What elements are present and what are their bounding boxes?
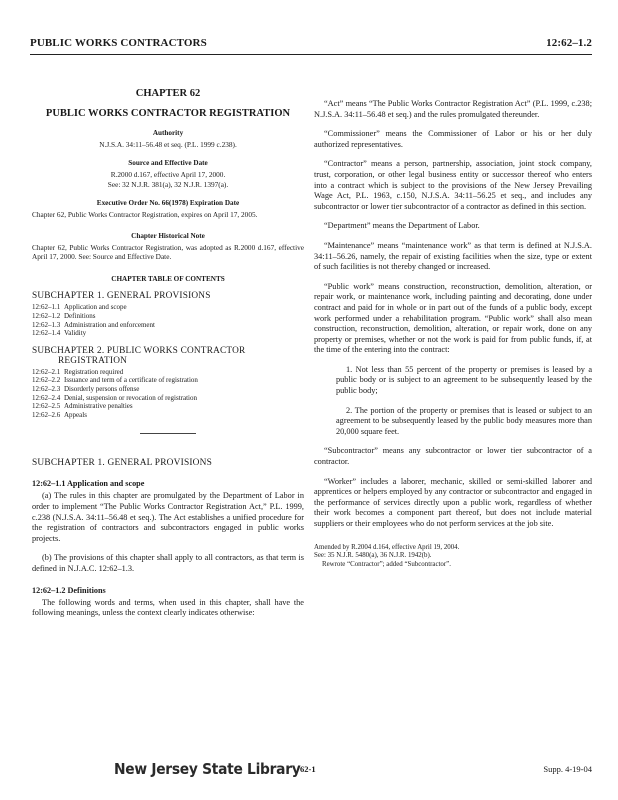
source-line: R.2000 d.167, effective April 17, 2000. — [110, 170, 226, 180]
library-watermark: New Jersey State Library — [114, 760, 301, 778]
definition-subcontractor: “Subcontractor” means any subcontractor or lower tier subcontractor of a contractor. — [314, 446, 592, 467]
list-item: 2. The portion of the property or premises that is leased or subject to an agreement to be subsequently leased by the public body measures more than 20,000 square feet. — [336, 405, 592, 436]
definition-maintenance: “Maintenance” means “maintenance work” as that term is defined at N.J.S.A. 34:11–56.26, namely, the repair of existing facilities when the size, type or extent of such facilities is not thereby changed or increased. — [314, 240, 592, 272]
paragraph-b: (b) The provisions of this chapter shall apply to all contractors, as that term is defined in N.J.A.C. 12:62–1.3. — [32, 553, 304, 573]
source-heading: Source and Effective Date — [128, 159, 208, 168]
page-footer — [0, 760, 618, 780]
chapter-number: CHAPTER 62 — [135, 88, 201, 99]
section-divider — [140, 433, 196, 434]
toc-subchapter-2: SUBCHAPTER 2. PUBLIC WORKS CONTRACTOR — [32, 345, 246, 356]
toc-subchapter-1: SUBCHAPTER 1. GENERAL PROVISIONS — [32, 291, 211, 302]
supplement-date: Supp. 4-19-04 — [543, 764, 592, 774]
history-heading: Chapter Historical Note — [131, 231, 205, 240]
authority-heading: Authority — [152, 129, 184, 137]
definitions-intro: The following words and terms, when used in this chapter, shall have the following meanings, unless the context clearly indicates otherwise: — [32, 597, 304, 618]
toc-entry[interactable]: 12:62–1.1 Application and scope — [32, 303, 127, 312]
toc-heading: CHAPTER TABLE OF CONTENTS — [111, 275, 225, 284]
amendment-line: Amended by R.2004 d.164, effective April 19, 2004. — [314, 543, 460, 551]
list-item: 1. Not less than 55 percent of the property or premises is leased by a public body or is subject to an agreement to be subsequently leased by the public body; — [336, 364, 592, 396]
toc-entry[interactable]: 12:62–2.1 Registration required — [32, 367, 124, 376]
toc-entry[interactable]: 12:62–2.2 Issuance and term of a certificate of registration — [32, 376, 198, 385]
amendment-note — [314, 544, 592, 570]
toc-entry[interactable]: 12:62–2.3 Disorderly persons offense — [32, 385, 140, 393]
paragraph-a: (a) The rules in this chapter are promulgated by the Department of Labor in order to implement “The Public Works Contractor Registration Act,” P.L. 1999, c.238 (N.J.S.A. 34:11–56.48 et seq.). The Act establishes a unified procedure for the registration of contractors and subcontractors engaged in public works projects. — [32, 491, 304, 543]
page-number: 62-1 — [300, 764, 316, 774]
header-title: PUBLIC WORKS CONTRACTORS — [30, 37, 207, 49]
toc-entry[interactable]: 12:62–1.4 Validity — [32, 329, 87, 338]
toc-entry[interactable]: 12:62–1.2 Definitions — [32, 312, 96, 321]
toc-entry[interactable]: 12:62–2.4 Denial, suspension or revocation of registration — [32, 393, 197, 402]
history-text: Chapter 62, Public Works Contractor Registration, was adopted as R.2000 d.167, effective April 17, 2000. See: Source and Effective Date. — [32, 242, 304, 262]
toc-entry[interactable]: 12:62–2.5 Administrative penalties — [32, 402, 133, 411]
right-column — [314, 99, 592, 569]
toc-subchapter-2-cont: REGISTRATION — [58, 355, 128, 366]
definition-public-work: “Public work” means construction, reconstruction, demolition, alteration, or repair work, or maintenance work, including painting and decorating, done under contract and paid for in whole or in part out of the funds of a public body, except work performed under a rehabilitation program. “Public work” shall also mean construction, reconstruction, demolition, alteration, or repair work, done on any property or premises, whether or not the work is paid for from public funds, if, at the time of the entering into the contract: — [314, 281, 592, 355]
toc-entry[interactable]: 12:62–1.3 Administration and enforcement — [32, 320, 155, 329]
toc-list-1 — [32, 303, 304, 337]
section-heading: 12:62–1.2 Definitions — [32, 585, 106, 595]
chapter-title: PUBLIC WORKS CONTRACTOR REGISTRATION — [45, 108, 291, 119]
amendment-line: See: 35 N.J.R. 5480(a), 36 N.J.R. 1942(b). — [314, 552, 432, 560]
definition-act: “Act” means “The Public Works Contractor Registration Act” (P.L. 1999, c.238; N.J.S.A. 34:11–56.48 et seq.) and the rules promulgated thereunder. — [314, 99, 592, 119]
definition-contractor: “Contractor” means a person, partnership, association, joint stock company, trust, corporation, or other legal business entity or successor thereof who enters into a contract which is subject to the provisions of the New Jersey Prevailing Wage Act, P.L. 1963, c.150, N.J.S.A. 34:11–56.25 et seq., and includes any subcontractor or lower tier subcontractor of a contractor as defined in this section. — [314, 159, 592, 211]
definition-department: “Department” means the Department of Labor. — [324, 221, 480, 231]
toc-entry[interactable]: 12:62–2.6 Appeals — [32, 410, 87, 419]
definition-commissioner: “Commissioner” means the Commissioner of Labor or his or her duly authorized representatives. — [314, 129, 592, 149]
authority-text: N.J.S.A. 34:11–56.48 et seq. (P.L. 1999 c.238). — [99, 140, 237, 149]
definition-worker: “Worker” includes a laborer, mechanic, skilled or semi-skilled laborer and apprentices or helpers employed by any contractor or subcontractor and engaged in the performance of services directly upon a public work, regardless of whether their work becomes a component part thereof, but does not include material suppliers or their employees who do not perform services at the job site. — [314, 476, 592, 528]
subchapter-1-title: SUBCHAPTER 1. GENERAL PROVISIONS — [32, 458, 213, 469]
executive-order-text: Chapter 62, Public Works Contractor Registration, expires on April 17, 2005. — [32, 210, 258, 220]
source-line: See: 32 N.J.R. 381(a), 32 N.J.R. 1397(a). — [107, 179, 229, 189]
executive-order-heading: Executive Order No. 66(1978) Expiration Date — [96, 199, 240, 208]
amendment-line: Rewrote “Contractor”; added “Subcontractor”. — [322, 560, 451, 568]
section-heading: 12:62–1.1 Application and scope — [32, 479, 145, 489]
toc-list-2 — [32, 368, 304, 420]
running-header — [30, 37, 592, 53]
left-column — [32, 86, 304, 619]
header-section-range: 12:62–1.2 — [546, 37, 592, 49]
header-rule — [30, 54, 592, 55]
